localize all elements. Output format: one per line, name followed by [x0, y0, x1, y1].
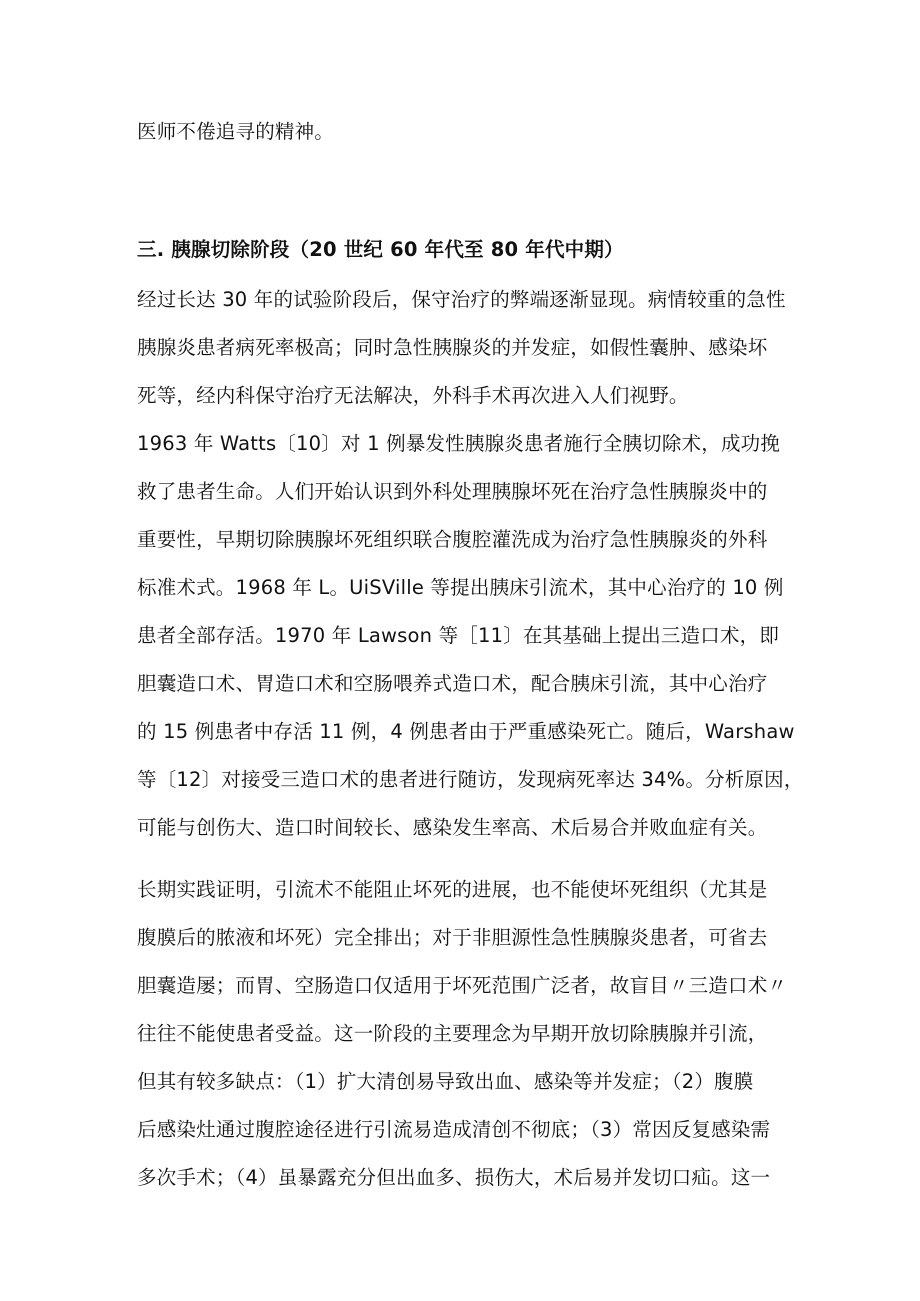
paragraph-3-line: 长期实践证明，引流术不能阻止坏死的进展，也不能使坏死组织（尤其是: [137, 878, 768, 901]
paragraph-3-line: 但其有较多缺点：（1）扩大清创易导致出血、感染等并发症；（2）腹膜: [137, 1070, 754, 1093]
paragraph-3-line: 胆囊造屡；而胃、空肠造口仅适用于坏死范围广泛者，故盲目〃三造口术〃: [137, 974, 788, 997]
paragraph-2-line: 救了患者生命。人们开始认识到外科处理胰腺坏死在治疗急性胰腺炎中的: [137, 480, 768, 503]
paragraph-2-line: 重要性，早期切除胰腺坏死组织联合腹腔灌洗成为治疗急性胰腺炎的外科: [137, 528, 768, 551]
paragraph-2-line: 等〔12〕对接受三造口术的患者进行随访，发现病死率达 34%。分析原因，: [137, 768, 804, 791]
paragraph-2-line: 标准术式。1968 年 L。UiSVille 等提出胰床引流术，其中心治疗的 10 例: [137, 576, 784, 599]
paragraph-2-line: 可能与创伤大、造口时间较长、感染发生率高、术后易合并败血症有关。: [137, 816, 768, 839]
paragraph-2-line: 1963 年 Watts〔10〕对 1 例暴发性胰腺炎患者施行全胰切除术，成功挽: [137, 432, 781, 455]
paragraph-1-line: 经过长达 30 年的试验阶段后，保守治疗的弊端逐渐显现。病情较重的急性: [137, 288, 786, 311]
paragraph-2-line: 的 15 例患者中存活 11 例，4 例患者由于严重感染死亡。随后，Warshaw: [137, 720, 795, 743]
intro-tail-line: 医师不倦追寻的精神。: [137, 120, 335, 143]
paragraph-2-line: 胆囊造口术、胃造口术和空肠喂养式造口术，配合胰床引流，其中心治疗: [137, 672, 768, 695]
paragraph-3-line: 多次手术；（4）虽暴露充分但出血多、损伤大，术后易并发切口疝。这一: [137, 1166, 771, 1189]
paragraph-1-line: 胰腺炎患者病死率极高；同时急性胰腺炎的并发症，如假性囊肿、感染坏: [137, 336, 768, 359]
paragraph-3-line: 后感染灶通过腹腔途径进行引流易造成清创不彻底；（3）常因反复感染需: [137, 1118, 771, 1141]
paragraph-3-line: 腹膜后的脓液和坏死）完全排出；对于非胆源性急性胰腺炎患者，可省去: [137, 926, 768, 949]
paragraph-1-line: 死等，经内科保守治疗无法解决，外科手术再次进入人们视野。: [137, 384, 689, 407]
section-heading: 三. 胰腺切除阶段（20 世纪 60 年代至 80 年代中期）: [137, 238, 624, 261]
paragraph-2-line: 患者全部存活。1970 年 Lawson 等［11〕在其基础上提出三造口术，即: [137, 624, 780, 647]
paragraph-3-line: 往往不能使患者受益。这一阶段的主要理念为早期开放切除胰腺并引流，: [137, 1022, 768, 1045]
